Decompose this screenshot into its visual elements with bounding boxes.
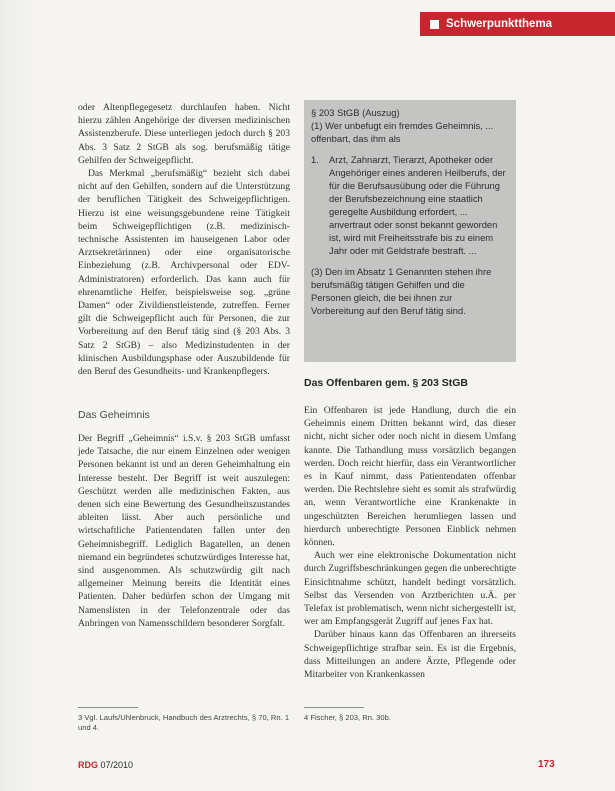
- paragraph: Ein Offenbaren ist jede Handlung, durch die ein Geheimnis einem Dritten bekannt wird, das dieser nicht, nicht sicher oder noch nicht in diesem Umfang kannte. Die Tathandlung muss vorsätzlich begangen werden. Doch reicht hierfür, dass ein Verantwortlicher es in Kauf nimmt, dass Patientendaten offenbar werden. Die Rechtslehre sieht es somit als strafwürdig an, wenn Verantwortliche eine Krankenakte in ungeschützten Bereichen herumliegen lassen und hierdurch unberechtigte Personen Einblick nehmen können.: [304, 405, 516, 549]
- paragraph: Darüber hinaus kann das Offenbaren an ihrerseits Schweigepflichtige strafbar sein. Es ist die Ergebnis, dass Mitteilungen an andere Ärzte, Pflegende oder Mitarbeiter von Krankenkassen: [304, 629, 516, 681]
- item-number: 1.: [311, 154, 319, 165]
- paragraph: Das Merkmal „berufsmäßig“ bezieht sich dabei nicht auf den Gehilfen, sondern auf die Unterstützung der beruflichen Tätigkeit des Schweigepflichtigen. Hierzu ist eine weisungsgebundene reine Tätigkeit beim Schweigepflichtigen (z.B. medizinisch-technische Assistenten im hauseigenen Labor oder Arztsekretärinnen) oder eine organisatorische Einbeziehung (z.B. Archivpersonal oder EDV-Administratoren) erforderlich. Das kann auch für ehrenamtliche Helfer, beispielsweise sog. „grüne Damen“ oder Zivildienstleistende, zutreffen. Ferner gilt die Schweigepflicht auch für Personen, die zur Vorbereitung auf den Beruf tätig sind (§ 203 Abs. 3 Satz 2 StGB) – also Medizinstudenten in der klinischen Ausbildungsphase oder Auszubildende für den Beruf des Gesundheits- und Krankenpflegers.: [78, 168, 290, 378]
- legal-excerpt-intro: (1) Wer unbefugt ein fremdes Geheimnis, ... offenbart, das ihm als: [311, 120, 494, 144]
- legal-excerpt-title: § 203 StGB (Auszug): [311, 107, 400, 118]
- item-text: Arzt, Zahnarzt, Tierarzt, Apotheker oder Angehöriger eines anderen Heilberufs, der für die Berufsausübung oder die Führung der Berufsbezeichnung eine staatlich geregelte Ausbildung erfordert, ... anvertraut oder sonst bekannt geworden ist, wird mit Freiheitsstrafe bis zu einem Jahr oder mit Geldstrafe bestraft. ...: [329, 154, 506, 256]
- section-tag-label: Schwerpunktthema: [446, 18, 553, 30]
- paragraph: Der Begriff „Geheimnis“ i.S.v. § 203 StGB umfasst jede Tatsache, die nur einem Einzelnen oder wenigen Personen bekannt ist und an deren Geheimhaltung ein Interesse besteht. Der Begriff ist weit auszulegen: Geschützt werden alle medizinischen Fakten, aus denen sich eine Bewertung des Gesundheitszustandes ableiten lässt. Aber auch persönliche und wirtschaftliche Patientendaten fallen unter den Geheimnisbegriff. Lediglich Bagatellen, an denen niemand ein begründetes schutzwürdiges Interesse hat, sind ausgenommen. Als schutzwürdig gilt nach allgemeiner Meinung bereits die Identität eines Patienten. Daher bedürfen schon der Umgang mit Namenslisten in der Telefonzentrale oder das Anbringen von Namensschildern besonderer Sorgfalt.: [78, 433, 290, 629]
- legal-excerpt-paragraph3: (3) Den im Absatz 1 Genannten stehen ihre berufsmäßig tätigen Gehilfen und die Personen gleich, die bei ihnen zur Vorbereitung auf den Beruf tätig sind.: [311, 266, 492, 316]
- right-column: [304, 404, 516, 681]
- paragraph: oder Altenpflegegesetz durchlaufen haben. Nicht hierzu zählen Angehörige der diversen medizinischen Assistenzberufe. Diese unterliegen jedoch durch § 203 Abs. 3 Satz 2 StGB als sog. berufsmäßig tätige Gehilfen der Schweigepflicht.: [78, 102, 290, 166]
- page-number: 173: [538, 759, 555, 770]
- paragraph: Auch wer eine elektronische Dokumentation nicht durch Zugriffsbeschränkungen gegen die unberechtigte Einsichtnahme schützt, handelt bedingt vorsätzlich. Selbst das Versenden von Arztberichten u.Ä. per Telefax ist problematisch, wenn nicht sichergestellt ist, wer am Empfangsgerät Zugriff auf jenes Fax hat.: [304, 550, 516, 628]
- section-heading-offenbaren: Das Offenbaren gem. § 203 StGB: [304, 377, 468, 389]
- footnote-left: 3 Vgl. Laufs/Uhlenbruck, Handbuch des Arztrechts, § 70, Rn. 1 und 4.: [78, 713, 290, 732]
- footnote-right: 4 Fischer, § 203, Rn. 30b.: [304, 713, 391, 722]
- footnote-divider: [304, 707, 364, 708]
- footer-issue-number: 07/2010: [100, 760, 134, 770]
- left-column-section: [78, 432, 290, 630]
- footer-brand: RDG: [78, 760, 98, 770]
- legal-excerpt-item: [311, 153, 507, 257]
- left-column-intro: [78, 101, 290, 378]
- footer-issue: [78, 760, 133, 770]
- footnote-divider: [78, 707, 138, 708]
- legal-excerpt-box: [304, 100, 516, 362]
- section-heading-geheimnis: Das Geheimnis: [78, 409, 150, 421]
- square-icon: [430, 20, 439, 29]
- section-tag: [420, 12, 615, 36]
